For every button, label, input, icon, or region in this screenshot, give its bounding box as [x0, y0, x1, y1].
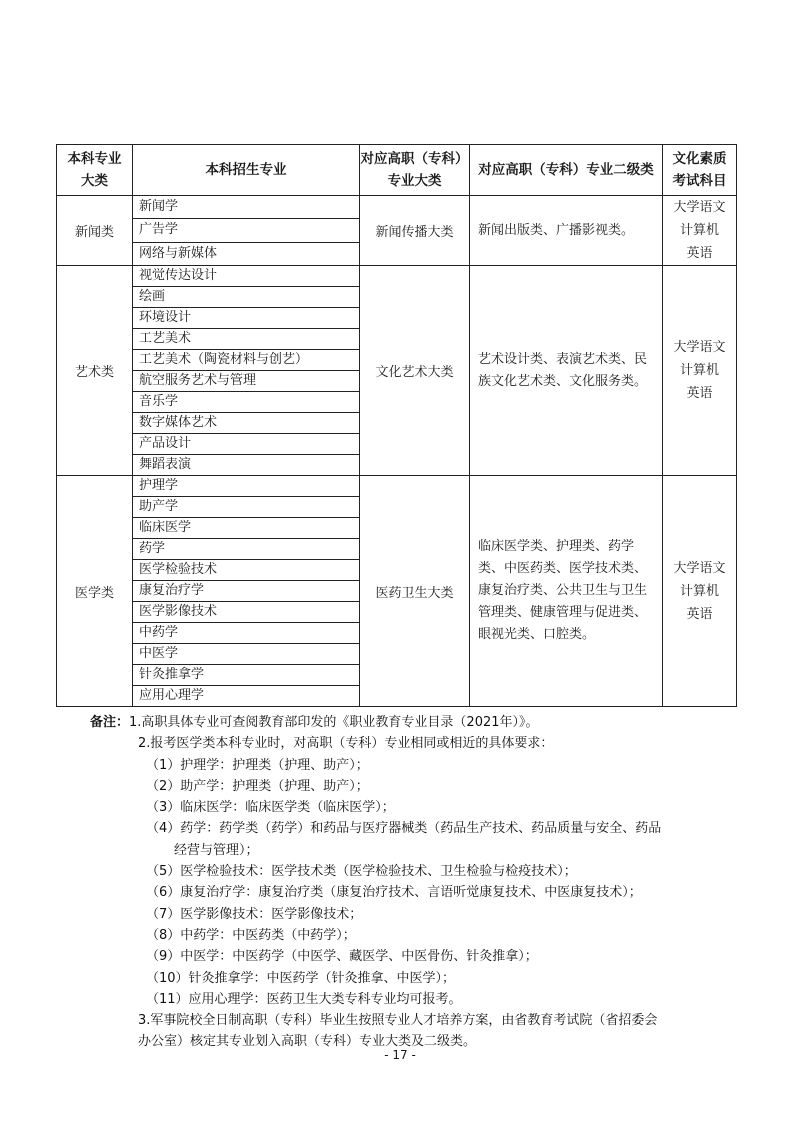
exam-subject: 英语 — [686, 606, 713, 622]
note-line: （9）中医学：中医药学（中医学、藏医学、中医骨伤、针灸推拿）； — [146, 949, 538, 965]
table-header-row — [57, 145, 737, 196]
exam-subject: 英语 — [686, 386, 713, 401]
major-cell: 工艺美术 — [133, 329, 360, 350]
major-cell: 临床医学 — [133, 518, 360, 539]
major-cell: 中医学 — [133, 644, 360, 665]
note-line: 备注：1.高职具体专业可查阅教育部印发的《职业教育专业目录（2021年）》。 — [90, 715, 539, 730]
note-line: （2）助产学：护理类（护理、助产）； — [146, 778, 369, 794]
note-line: 经营与管理）； — [174, 842, 259, 858]
major-cell: 药学 — [133, 539, 360, 560]
header-vocational-category: 对应高职（专科） 专业大类 — [360, 145, 470, 196]
vocational-category-cell: 文化艺术大类 — [360, 266, 470, 476]
exam-subjects-cell — [663, 476, 737, 707]
notes-label: 备注： — [90, 715, 130, 730]
table-row — [57, 266, 737, 287]
header-vocational-subcategory: 对应高职（专科）专业二级类 — [470, 145, 663, 196]
note-line: （11）应用心理学：医药卫生大类专科专业均可报考。 — [146, 991, 462, 1007]
note-line: 办公室）核定其专业划入高职（专科）专业大类及二级类。 — [138, 1034, 477, 1050]
major-cell: 广告学 — [133, 219, 360, 242]
major-cell: 护理学 — [133, 476, 360, 497]
major-cell: 助产学 — [133, 497, 360, 518]
major-cell: 航空服务艺术与管理 — [133, 371, 360, 392]
major-cell: 新闻学 — [133, 196, 360, 219]
vocational-subcategory-cell: 临床医学类、护理类、药学类、中医药类、医学技术类、康复治疗类、公共卫生与卫生管理类、健康管理与促进类、眼视光类、口腔类。 — [470, 476, 663, 707]
major-cell: 绘画 — [133, 287, 360, 308]
major-cell: 中药学 — [133, 623, 360, 644]
major-cell: 音乐学 — [133, 392, 360, 413]
table-row — [57, 196, 737, 219]
category-cell: 艺术类 — [57, 266, 133, 476]
major-cell: 应用心理学 — [133, 686, 360, 707]
vocational-category-cell: 新闻传播大类 — [360, 196, 470, 266]
major-cell: 环境设计 — [133, 308, 360, 329]
major-cell: 康复治疗学 — [133, 581, 360, 602]
table-row — [57, 476, 737, 497]
major-cell: 工艺美术（陶瓷材料与创艺） — [133, 350, 360, 371]
vocational-subcategory-cell: 艺术设计类、表演艺术类、民族文化艺术类、文化服务类。 — [470, 266, 663, 476]
category-cell: 新闻类 — [57, 196, 133, 266]
major-mapping-table — [56, 144, 737, 707]
exam-subject: 计算机 — [679, 223, 719, 238]
exam-subjects-cell — [663, 196, 737, 266]
note-line: 3.军事院校全日制高职（专科）毕业生按照专业人才培养方案，由省教育考试院（省招委会 — [138, 1013, 658, 1029]
page-number: - 17 - — [384, 1048, 416, 1062]
exam-subject: 计算机 — [679, 583, 719, 599]
note-line: （8）中药学：中医药类（中药学）； — [146, 927, 356, 943]
notes-section — [90, 712, 750, 1053]
major-cell: 医学检验技术 — [133, 560, 360, 581]
vocational-subcategory-cell: 新闻出版类、广播影视类。 — [470, 196, 663, 266]
header-undergrad-major: 本科招生专业 — [133, 145, 360, 196]
vocational-category-cell: 医药卫生大类 — [360, 476, 470, 707]
exam-subjects-cell — [663, 266, 737, 476]
note-line: （6）康复治疗学：康复治疗类（康复治疗技术、言语听觉康复技术、中医康复技术）； — [146, 885, 642, 901]
exam-subject: 大学语文 — [673, 200, 726, 215]
exam-subject: 大学语文 — [673, 560, 726, 576]
major-cell: 针灸推拿学 — [133, 665, 360, 686]
exam-subject: 英语 — [686, 246, 713, 261]
major-cell: 舞蹈表演 — [133, 455, 360, 476]
note-line: （3）临床医学：临床医学类（临床医学）； — [146, 800, 395, 816]
major-cell: 产品设计 — [133, 434, 360, 455]
note-line: 2.报考医学类本科专业时，对高职（专科）专业相同或相近的具体要求： — [138, 736, 554, 752]
major-cell: 数字媒体艺术 — [133, 413, 360, 434]
note-line: （1）护理学：护理类（护理、助产）； — [146, 757, 369, 773]
major-cell: 网络与新媒体 — [133, 242, 360, 265]
note-line: （4）药学：药学类（药学）和药品与医疗器械类（药品生产技术、药品质量与安全、药品 — [146, 821, 662, 837]
note-line: （5）医学检验技术：医学技术类（医学检验技术、卫生检验与检疫技术）； — [146, 864, 577, 880]
exam-subject: 计算机 — [679, 363, 719, 378]
exam-subject: 大学语文 — [673, 340, 726, 355]
header-undergrad-category: 本科专业 大类 — [57, 145, 133, 196]
note-line: （10）针灸推拿学：中医药学（针灸推拿、中医学）； — [146, 970, 456, 986]
note-line: （7）医学影像技术：医学影像技术； — [146, 906, 363, 922]
major-cell: 视觉传达设计 — [133, 266, 360, 287]
header-exam-subjects: 文化素质 考试科目 — [663, 145, 737, 196]
major-cell: 医学影像技术 — [133, 602, 360, 623]
category-cell: 医学类 — [57, 476, 133, 707]
